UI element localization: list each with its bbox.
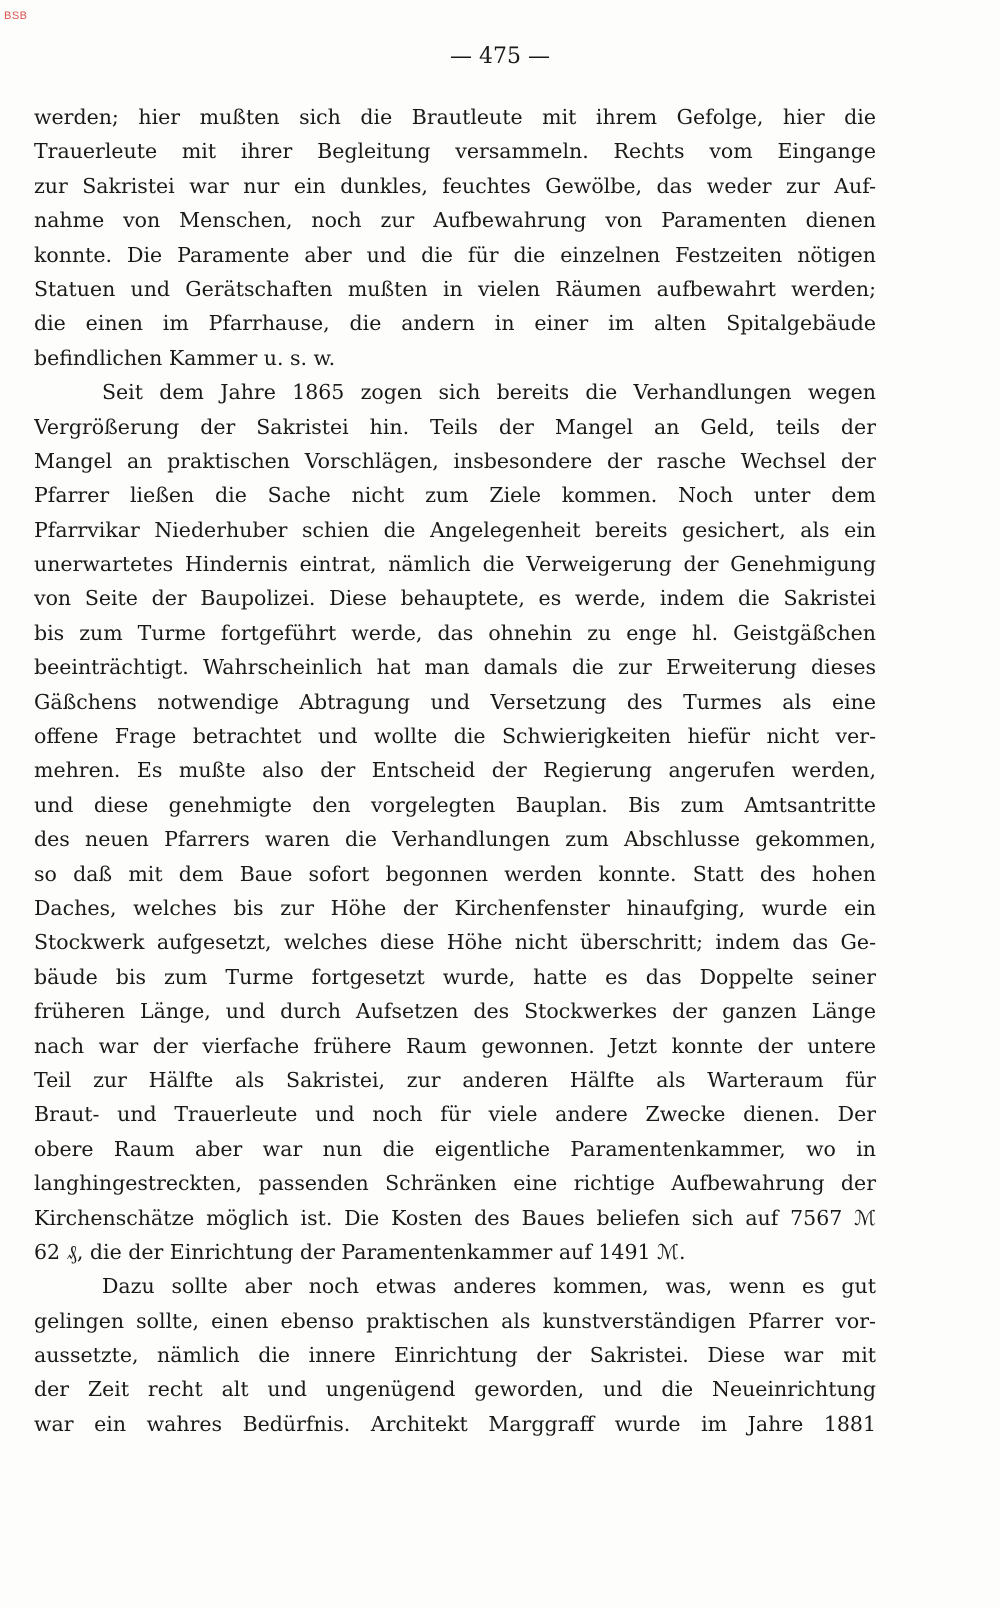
text-line: obere Raum aber war nun die eigentliche Paramentenkammer, wo in [34,1136,876,1161]
text-line: mehren. Es mußte also der Entscheid der Regierung angerufen werden, [34,758,876,783]
text-line: Pfarrvikar Niederhuber schien die Angelegenheit bereits gesichert, als ein [34,517,876,542]
text-line: befindlichen Kammer u. s. w. [34,345,336,370]
text-line: beeinträchtigt. Wahrscheinlich hat man damals die zur Erweiterung dieses [34,655,876,680]
text-line: aussetzte, nämlich die innere Einrichtung der Sakristei. Diese war mit [34,1343,876,1368]
page-number: — 475 — [450,44,550,69]
text-line: zur Sakristei war nur ein dunkles, feuchtes Gewölbe, das weder zur Auf- [34,173,876,198]
text-line: konnte. Die Paramente aber und die für die einzelnen Festzeiten nötigen [34,242,876,267]
text-line: von Seite der Baupolizei. Diese behauptete, es werde, indem die Sakristei [34,586,876,611]
text-line: bäude bis zum Turme fortgesetzt wurde, hatte es das Doppelte seiner [34,964,876,989]
text-line: Dazu sollte aber noch etwas anderes kommen, was, wenn es gut [102,1274,876,1299]
library-stamp: BSB [4,10,28,22]
text-line: der Zeit recht alt und ungenügend geworden, und die Neueinrichtung [34,1377,876,1402]
text-line: nahme von Menschen, noch zur Aufbewahrung von Paramenten dienen [34,208,876,233]
text-line: die einen im Pfarrhause, die andern in einer im alten Spitalgebäude [34,311,876,336]
text-line: und diese genehmigte den vorgelegten Bauplan. Bis zum Amtsantritte [34,792,876,817]
text-line: nach war der vierfache frühere Raum gewonnen. Jetzt konnte der untere [34,1033,876,1058]
text-line: Gäßchens notwendige Abtragung und Versetzung des Turmes als eine [34,689,876,714]
text-line: offene Frage betrachtet und wollte die Schwierigkeiten hiefür nicht ver- [34,724,876,749]
body-text [34,100,876,1441]
text-line: Trauerleute mit ihrer Begleitung versammeln. Rechts vom Eingange [34,139,876,164]
text-line: Vergrößerung der Sakristei hin. Teils der Mangel an Geld, teils der [34,414,876,439]
text-line: war ein wahres Bedürfnis. Architekt Marggraff wurde im Jahre 1881 [34,1411,876,1436]
text-line: Daches, welches bis zur Höhe der Kirchenfenster hinaufging, wurde ein [34,895,876,920]
text-line: des neuen Pfarrers waren die Verhandlungen zum Abschlusse gekommen, [34,827,876,852]
text-line: Teil zur Hälfte als Sakristei, zur anderen Hälfte als Warteraum für [34,1067,876,1092]
text-line: bis zum Turme fortgeführt werde, das ohnehin zu enge hl. Geistgäßchen [34,620,876,645]
text-line: langhingestreckten, passenden Schränken eine richtige Aufbewahrung der [34,1171,876,1196]
text-line: Statuen und Gerätschaften mußten in vielen Räumen aufbewahrt werden; [34,276,876,301]
text-line: früheren Länge, und durch Aufsetzen des Stockwerkes der ganzen Länge [34,999,876,1024]
text-line: werden; hier mußten sich die Brautleute mit ihrem Gefolge, hier die [34,105,876,129]
text-line: Stockwerk aufgesetzt, welches diese Höhe nicht überschritt; indem das Ge- [34,930,876,955]
text-line: Kirchenschätze möglich ist. Die Kosten des Baues beliefen sich auf 7567 ℳ [34,1205,876,1230]
text-line: Braut- und Trauerleute und noch für viele andere Zwecke dienen. Der [34,1102,876,1127]
text-line: so daß mit dem Baue sofort begonnen werden konnte. Statt des hohen [34,861,876,886]
text-line: unerwartetes Hindernis eintrat, nämlich die Verweigerung der Genehmigung [34,552,876,577]
text-line: Pfarrer ließen die Sache nicht zum Ziele kommen. Noch unter dem [34,483,876,508]
text-line: 62 ₰, die der Einrichtung der Paramentenkammer auf 1491 ℳ. [34,1239,686,1264]
text-line: Mangel an praktischen Vorschlägen, insbesondere der rasche Wechsel der [34,448,876,473]
text-line: Seit dem Jahre 1865 zogen sich bereits die Verhandlungen wegen [102,380,876,405]
text-line: gelingen sollte, einen ebenso praktischen als kunstverständigen Pfarrer vor- [34,1308,876,1333]
